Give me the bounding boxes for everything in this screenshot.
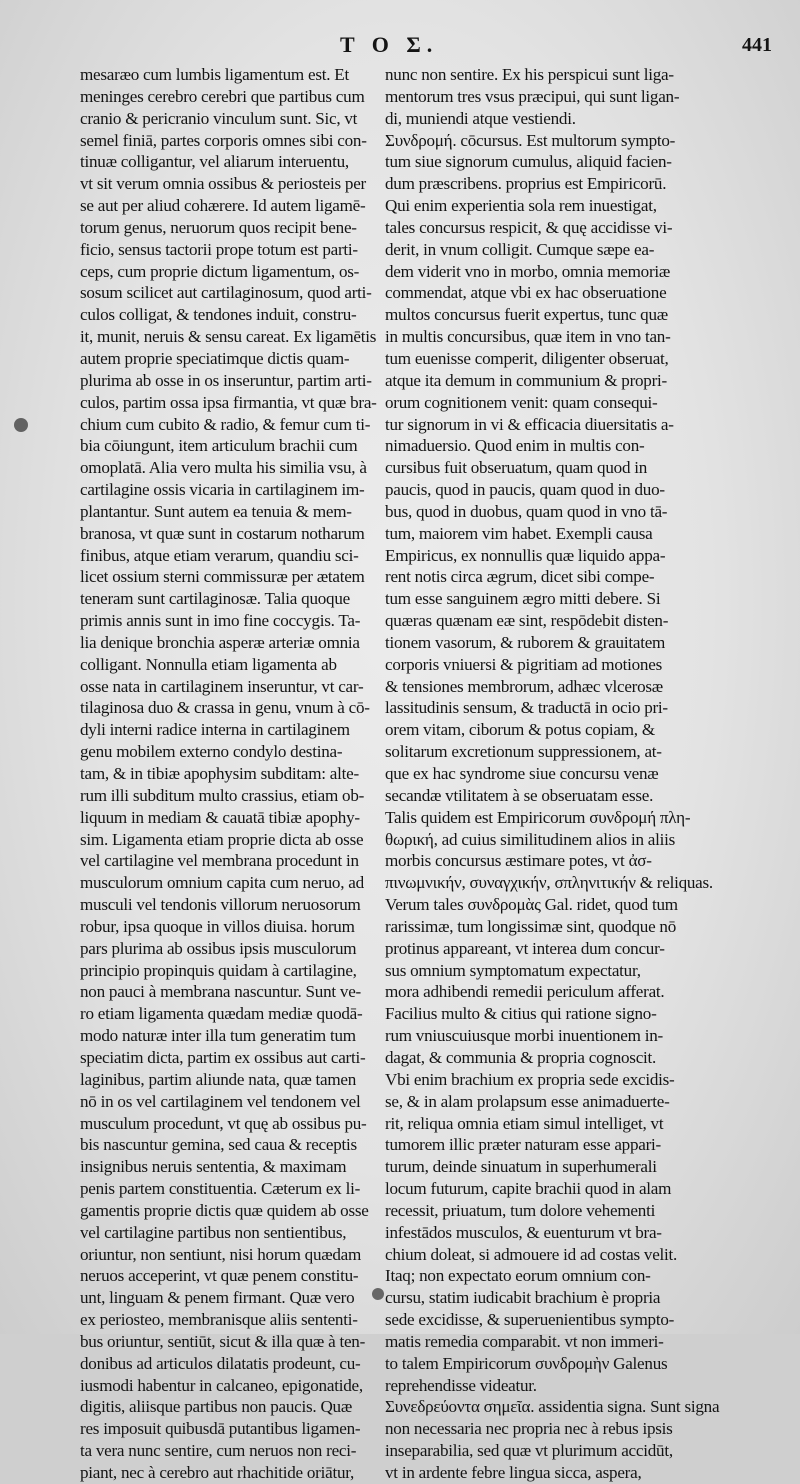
text-line: Empiricus, ex nonnullis quæ liquido appa-	[385, 545, 666, 565]
text-line: orem vitam, ciborum & potus copiam, &	[385, 720, 655, 740]
page-header	[0, 32, 800, 62]
text-line: musculi vel tendonis villorum neruosorum	[80, 895, 361, 915]
text-line: rit, reliqua omnia etiam simul intelliget, vt	[385, 1113, 664, 1133]
text-line: vt in ardente febre lingua sicca, aspera,	[385, 1463, 642, 1482]
text-line: bus oriuntur, sentiūt, sicut & illa quæ à ten-	[80, 1331, 366, 1351]
text-line: Facilius multo & citius qui ratione signo-	[385, 1004, 657, 1024]
text-line: tilaginosa duo & crassa in genu, vnum à cō-	[80, 698, 370, 718]
text-line: cartilagine ossis vicaria in cartilaginem im-	[80, 480, 365, 500]
text-line: ex periosteo, membranisque aliis sententi-	[80, 1310, 358, 1330]
text-line: piant, nec à cerebro aut rhachitide oriātur,	[80, 1463, 355, 1482]
text-line: se, & in alam prolapsum esse animaduerte-	[385, 1091, 670, 1111]
text-line: ficio, sensus tactorii prope totum est parti-	[80, 239, 358, 259]
text-line: it, munit, neruis & sensu careat. Ex ligamētis	[80, 327, 377, 347]
text-line: speciatim dicta, partim ex ossibus aut carti-	[80, 1047, 366, 1067]
text-line: culos, partim ossa ipsa firmantia, vt quæ bra-	[80, 392, 377, 412]
text-line: neruos acceperint, vt quæ penem constitu-	[80, 1266, 359, 1286]
text-line: osse nata in cartilaginem inseruntur, vt car-	[80, 676, 364, 696]
text-line: tam, & in tibiæ apophysim subditam: alte-	[80, 764, 359, 783]
text-line: unt, linguam & penem firmant. Quæ vero	[80, 1288, 355, 1308]
text-line: vt sit verum omnia ossibus & periosteis per	[80, 174, 366, 194]
text-line: liquum in mediam & cauatā tibiæ apophy-	[80, 807, 360, 827]
text-line: to talem Empiricorum συνδρομὴν Galenus	[385, 1353, 668, 1373]
text-line: musculorum omnium capita cum neruo, ad	[80, 873, 364, 893]
text-line: non necessaria nec propria nec à rebus ipsis	[385, 1419, 673, 1439]
text-line: lia denique bronchia asperæ arteriæ omnia	[80, 632, 360, 652]
text-line: meninges cerebro cerebri que partibus cum	[80, 86, 365, 106]
text-line: ro etiam ligamenta quædam mediæ quodā-	[80, 1004, 363, 1024]
text-line: ta vera nunc sentire, cum neruos non reci-	[80, 1441, 357, 1461]
text-line: nunc non sentire. Ex his perspicui sunt liga-	[385, 65, 674, 84]
text-line: infestādos musculos, & euenturum vt bra-	[385, 1222, 662, 1242]
text-line: cursibus fuit obseruatum, quam quod in	[385, 458, 648, 478]
text-line: corporis vniuersi & pigritiam ad motiones	[385, 654, 662, 674]
text-line: cursu, statim iudicabit brachium è propria	[385, 1288, 661, 1308]
text-line: mora adhibendi remedii periculum afferat.	[385, 982, 665, 1002]
text-line: Talis quidem est Empiricorum συνδρομή πλη-	[385, 807, 691, 827]
text-line: dagat, & communia & propria cognoscit.	[385, 1047, 657, 1067]
text-line: rarissimæ, tum longissimæ sint, quodque nō	[385, 916, 677, 936]
text-line: di, muniendi atque vestiendi.	[385, 108, 576, 128]
text-line: θωρική, ad cuius similitudinem alios in aliis	[385, 829, 676, 849]
text-line: bia cōiungunt, item articulum brachii cum	[80, 436, 358, 456]
text-line: dum præscribens. proprius est Empiricorū.	[385, 174, 667, 194]
text-line: sosum scilicet aut cartilaginosum, quod arti-	[80, 283, 372, 303]
text-line: bis nascuntur gemina, sed caua & receptis	[80, 1135, 357, 1155]
text-line: branosa, vt quæ sunt in costarum notharum	[80, 523, 365, 543]
text-line: torum genus, neruorum quos recipit bene-	[80, 217, 357, 237]
text-line: semel finiā, partes corporis omnes sibi con-	[80, 130, 367, 150]
text-line: quæras quænam eæ sint, respōdebit disten-	[385, 611, 669, 631]
text-line: principio propinquis quidam à cartilagine,	[80, 960, 357, 980]
text-line: multos concursus fuerit expertus, tunc quæ	[385, 305, 668, 325]
text-line: omoplatā. Alia vero multa his similia vsu, à	[80, 458, 367, 478]
text-line: vel cartilagine partibus non sentientibus,	[80, 1222, 347, 1242]
text-line: lassitudinis sensum, & traductā in ocio pri-	[385, 698, 668, 718]
text-line: Itaq; non expectato eorum omnium con-	[385, 1266, 651, 1286]
text-line: licet ossium sterni commissuræ per ætatem	[80, 567, 365, 587]
text-line: Qui enim experientia sola rem inuestigat,	[385, 196, 657, 216]
text-line: rum vniuscuiusque morbi inuentionem in-	[385, 1026, 663, 1046]
text-line: vel cartilagine vel membrana procedunt in	[80, 851, 359, 871]
text-line: Συνεδρεύοντα σημεῖα. assidentia signa. Sunt signa	[385, 1397, 720, 1417]
text-line: orum cognitionem venit: quam consequi-	[385, 392, 658, 412]
text-line: non pauci à membrana nascuntur. Sunt ve-	[80, 982, 361, 1002]
text-line: sede excidisse, & superuenientibus sympto-	[385, 1310, 675, 1330]
text-line: matis remedia comparabit. vt non immeri-	[385, 1331, 664, 1351]
text-line: sus omnium symptomatum expectatur,	[385, 960, 641, 980]
text-line: se aut per aliud cohærere. Id autem ligamē-	[80, 196, 366, 216]
text-line: bus, quod in duobus, quam quod in vno tā-	[385, 501, 668, 521]
text-line: primis annis sunt in imo fine coccygis. Ta-	[80, 611, 361, 631]
text-line: plurima ab osse in os inseruntur, partim arti-	[80, 370, 372, 390]
text-line: tionem vasorum, & ruborem & grauitatem	[385, 632, 666, 652]
text-line: dyli interni radice interna in cartilaginem	[80, 720, 350, 740]
text-line: finibus, atque etiam verarum, quandiu sci-	[80, 545, 359, 565]
text-line: & tensiones membrorum, adhæc vlcerosæ	[385, 676, 663, 696]
text-line: musculum procedunt, vt quę ab ossibus pu-	[80, 1113, 367, 1133]
text-line: Verum tales συνδρομὰς Gal. ridet, quod tum	[385, 895, 678, 915]
text-line: culos colligat, & tendones induit, constru-	[80, 305, 357, 325]
text-line: solitarum excretionum suppressionem, at-	[385, 742, 662, 762]
running-title: T O Σ.	[340, 32, 439, 57]
text-line: commendat, atque vbi ex hac obseruatione	[385, 283, 667, 303]
text-line: πινωμνικήν, συναγχικήν, σπληνιτικήν & reliquas.	[385, 873, 713, 893]
text-line: tales concursus respicit, & quę accidisse vi-	[385, 217, 673, 237]
text-line: in multis concursibus, quæ item in vno tan-	[385, 327, 671, 347]
text-line: laginibus, partim aliunde nata, quæ tamen	[80, 1069, 357, 1089]
page-number: 441	[742, 34, 772, 56]
text-line: que ex hac syndrome siue concursu venæ	[385, 764, 659, 783]
text-line: reprehendisse videatur.	[385, 1375, 537, 1395]
text-line: penis partem constituentia. Cæterum ex li-	[80, 1179, 361, 1199]
text-line: tum, maiorem vim habet. Exempli causa	[385, 523, 653, 543]
text-line: tum esse sanguinem ægro mitti debere. Si	[385, 589, 661, 609]
text-line: Συνδρομή. cōcursus. Est multorum sympto-	[385, 130, 676, 150]
text-line: colligant. Nonnulla etiam ligamenta ab	[80, 654, 337, 674]
text-line: tum siue signorum cumulus, aliquid facien-	[385, 152, 672, 172]
text-line: inseparabilia, sed quæ vt plurimum accidūt,	[385, 1441, 673, 1461]
text-line: tumorem illic præter naturam esse appari-	[385, 1135, 661, 1155]
text-line: digitis, aliisque partibus non paucis. Quæ	[80, 1397, 352, 1417]
text-line: cranio & pericranio vinculum sunt. Sic, vt	[80, 108, 358, 128]
text-line: genu mobilem externo condylo destina-	[80, 742, 343, 762]
ink-spot	[14, 418, 28, 432]
text-line: rum illi subditum multo crassius, etiam ob-	[80, 785, 365, 805]
text-line: mentorum tres vsus præcipui, qui sunt ligan-	[385, 86, 680, 106]
text-line: teneram sunt cartilaginosæ. Talia quoque	[80, 589, 350, 609]
text-line: pars plurima ab ossibus ipsis musculorum	[80, 938, 357, 958]
text-line: oriuntur, non sentiunt, nisi horum quædam	[80, 1244, 362, 1264]
text-line: tur signorum in vi & efficacia diuersitatis a-	[385, 414, 674, 434]
text-line: Vbi enim brachium ex propria sede excidis-	[385, 1069, 675, 1089]
text-line: donibus ad articulos dilatatis prodeunt, cu-	[80, 1353, 361, 1373]
text-line: plantantur. Sunt autem ea tenuia & mem-	[80, 501, 352, 521]
text-line: sim. Ligamenta etiam proprie dicta ab osse	[80, 829, 364, 849]
text-line: autem proprie speciatimque dictis quam-	[80, 348, 350, 368]
text-line: insignibus neruis sententia, & maximam	[80, 1157, 347, 1177]
text-line: secandæ vtilitatem à se obseruatam esse.	[385, 785, 654, 805]
text-line: chium cum cubito & radio, & femur cum ti-	[80, 414, 371, 434]
text-line: protinus appareant, vt interea dum concur-	[385, 938, 665, 958]
text-line: modo naturæ inter illa tum generatim tum	[80, 1026, 356, 1046]
text-line: mesaræo cum lumbis ligamentum est. Et	[80, 65, 349, 84]
left-text-column	[80, 64, 377, 1484]
text-line: gamentis proprie dictis quæ quidem ab osse	[80, 1200, 369, 1220]
text-line: nō in os vel cartilaginem vel tendonem vel	[80, 1091, 361, 1111]
text-line: iusmodi habentur in calcaneo, epigonatide,	[80, 1375, 363, 1395]
text-line: rent notis circa ægrum, dicet sibi compe-	[385, 567, 655, 587]
text-line: ceps, cum proprie dictum ligamentum, os-	[80, 261, 360, 281]
text-line: locum futurum, capite brachii quod in alam	[385, 1179, 672, 1199]
text-line: recessit, priuatum, tum dolore vehementi	[385, 1200, 656, 1220]
text-line: nimaduersio. Quod enim in multis con-	[385, 436, 645, 456]
text-line: morbis concursus æstimare potes, vt ἀσ-	[385, 851, 652, 871]
text-line: dem viderit vno in morbo, omnia memoriæ	[385, 261, 671, 281]
text-line: res imposuit quibusdā putantibus ligamen-	[80, 1419, 361, 1439]
text-line: atque ita demum in communium & propri-	[385, 370, 667, 390]
text-line: turum, deinde sinuatum in superhumerali	[385, 1157, 657, 1177]
text-line: robur, ipsa quoque in villos diuisa. horum	[80, 916, 355, 936]
text-line: tinuæ colligantur, vel aliarum interuentu,	[80, 152, 349, 172]
text-line: paucis, quod in paucis, quam quod in duo-	[385, 480, 665, 500]
text-line: tum euenisse comperit, diligenter obseruat,	[385, 348, 669, 368]
right-text-column	[385, 64, 720, 1484]
text-line: derit, in vnum colligit. Cumque sæpe ea-	[385, 239, 655, 259]
text-line: chium doleat, si admouere id ad costas velit.	[385, 1244, 678, 1264]
ink-spot	[372, 1288, 384, 1300]
